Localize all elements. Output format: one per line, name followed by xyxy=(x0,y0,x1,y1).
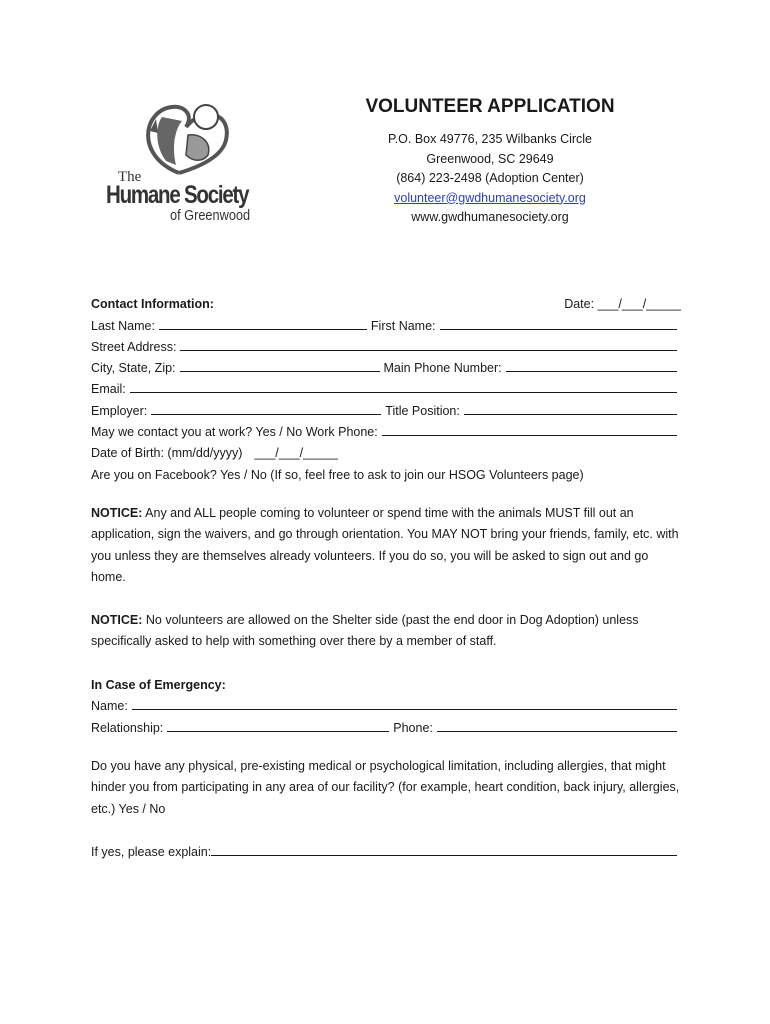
email-link[interactable]: volunteer@gwdhumanesociety.org xyxy=(394,190,586,205)
dob-row xyxy=(91,439,681,460)
facebook-question: Are you on Facebook? Yes / No (If so, feel free to ask to join our HSOG Volunteers page) xyxy=(91,467,584,482)
relationship-label: Relationship: xyxy=(91,720,164,735)
main-phone-label: Main Phone Number: xyxy=(383,361,502,376)
page-title: VOLUNTEER APPLICATION xyxy=(365,96,615,117)
application-form xyxy=(91,290,681,859)
medical-question: Do you have any physical, pre-existing medical or psychological limitation, including allergies, that might hinder you from participating in any area of our facility? (for example, heart condition, back injury, allergies, etc.) Yes / No xyxy=(91,758,680,816)
work-contact-row xyxy=(91,418,681,439)
humane-society-logo xyxy=(104,95,254,235)
street-label: Street Address: xyxy=(91,339,177,354)
employer-label: Employer: xyxy=(91,403,148,418)
notice-1-label: NOTICE: xyxy=(91,505,143,520)
work-phone-field[interactable] xyxy=(382,422,677,436)
contact-heading-row xyxy=(91,290,681,311)
emergency-heading-row xyxy=(91,671,681,692)
city-row xyxy=(91,354,681,375)
address-line-2: Greenwood, SC 29649 xyxy=(426,151,554,166)
main-phone-field[interactable] xyxy=(506,358,677,372)
notice-2-label: NOTICE: xyxy=(91,612,143,627)
employer-row xyxy=(91,396,681,417)
street-field[interactable] xyxy=(180,337,677,351)
first-name-label: First Name: xyxy=(370,318,436,333)
emergency-name-row xyxy=(91,692,681,713)
contact-heading: Contact Information: xyxy=(91,297,214,312)
logo-text-greenwood: of Greenwood xyxy=(170,207,251,224)
emergency-phone-field[interactable] xyxy=(437,718,677,732)
dob-label: Date of Birth: (mm/dd/yyyy) xyxy=(91,446,243,461)
relationship-field[interactable] xyxy=(167,718,389,732)
last-name-field[interactable] xyxy=(159,316,367,330)
emergency-name-field[interactable] xyxy=(132,696,677,710)
address-line-1: P.O. Box 49776, 235 Wilbanks Circle xyxy=(387,132,593,146)
emergency-relationship-row xyxy=(91,713,681,734)
email-field[interactable] xyxy=(130,379,677,393)
employer-field[interactable] xyxy=(151,401,381,415)
logo-text-the: The xyxy=(118,169,142,185)
notice-2-text: No volunteers are allowed on the Shelter side (past the end door in Dog Adoption) unless specifically asked to help with something over there by a member of staff. xyxy=(91,612,639,649)
work-contact-label: May we contact you at work? Yes / No Work Phone: xyxy=(91,425,378,440)
explain-row xyxy=(91,838,681,859)
heart-pets-icon xyxy=(104,95,254,175)
website-line: www.gwdhumanesociety.org xyxy=(411,210,569,224)
phone-line: (864) 223-2498 (Adoption Center) xyxy=(396,171,584,185)
emergency-name-label: Name: xyxy=(91,699,128,714)
dob-field[interactable]: ___/___/_____ xyxy=(254,446,338,461)
first-name-field[interactable] xyxy=(440,316,677,330)
last-name-label: Last Name: xyxy=(91,318,155,333)
title-position-field[interactable] xyxy=(464,401,677,415)
emergency-phone-label: Phone: xyxy=(393,720,433,735)
street-row xyxy=(91,333,681,354)
facebook-row xyxy=(91,460,681,481)
city-label: City, State, Zip: xyxy=(91,361,176,376)
explain-label: If yes, please explain: xyxy=(91,845,212,860)
notice-1 xyxy=(91,503,681,589)
name-row xyxy=(91,311,681,332)
email-label: Email: xyxy=(91,382,126,397)
city-field[interactable] xyxy=(180,358,380,372)
explain-field[interactable] xyxy=(211,842,677,856)
logo-text-humane-society: Humane Society xyxy=(106,181,249,209)
date-field[interactable]: Date: ___/___/_____ xyxy=(564,297,681,312)
letterhead xyxy=(330,96,650,228)
emergency-heading: In Case of Emergency: xyxy=(91,677,226,692)
email-row xyxy=(91,375,681,396)
title-position-label: Title Position: xyxy=(385,403,460,418)
notice-2 xyxy=(91,610,681,653)
notice-1-text: Any and ALL people coming to volunteer or spend time with the animals MUST fill out an application, sign the waivers, and go through orientation. You MAY NOT bring your friends, family, etc. with you unless they are themselves already volunteers. If you do so, you will be asked to sign out and go home. xyxy=(91,505,679,585)
